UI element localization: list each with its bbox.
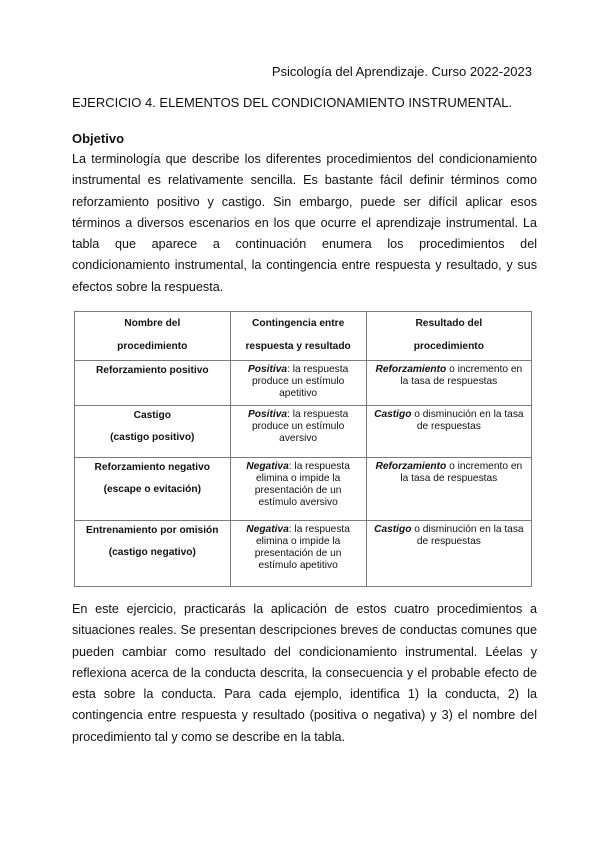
- contingency-cell: [230, 406, 366, 458]
- header-contingency: [230, 312, 366, 361]
- course-header: Psicología del Aprendizaje. Curso 2022-2023: [271, 64, 532, 79]
- header-procedure-name: [75, 312, 231, 361]
- result-cell: [366, 406, 531, 458]
- procedure-subname: (castigo positivo): [110, 432, 195, 443]
- table-row: [75, 521, 532, 587]
- procedure-subname: (castigo negativo): [108, 547, 196, 558]
- procedure-name: Castigo: [133, 410, 171, 421]
- result-text: o incremento en la tasa de respuestas: [400, 461, 523, 484]
- result-cell: [366, 458, 531, 521]
- header-text: respuesta y resultado: [245, 341, 351, 352]
- exercise-title: EJERCICIO 4. ELEMENTOS DEL CONDICIONAMIENTO INSTRUMENTAL.: [72, 95, 513, 110]
- procedure-name-cell: [75, 406, 231, 458]
- contingency-type: Positiva: [248, 409, 288, 420]
- result-type: Reforzamiento: [375, 461, 447, 472]
- result-type: Castigo: [374, 524, 412, 535]
- procedure-name-cell: [75, 361, 231, 406]
- header-text: procedimiento: [413, 341, 484, 352]
- contingency-cell: [230, 361, 366, 406]
- result-cell: [366, 521, 531, 587]
- contingency-text: : la respuesta elimina o impide la presentación de un estímulo apetitivo: [254, 524, 350, 571]
- procedure-name: Reforzamiento positivo: [95, 365, 209, 376]
- contingency-type: Negativa: [246, 524, 289, 535]
- procedure-name: Entrenamiento por omisión: [86, 525, 219, 536]
- result-text: o disminución en la tasa de respuestas: [411, 524, 524, 547]
- result-text: o disminución en la tasa de respuestas: [411, 409, 524, 432]
- contingency-type: Positiva: [248, 364, 288, 375]
- objective-paragraph: La terminología que describe los diferentes procedimientos del condicionamiento instrumental es relativamente sencilla. Es bastante fácil definir términos como reforzamiento positivo y castigo. Sin embargo, puede ser difícil aplicar esos términos a diversos escenarios en los que ocurre el aprendizaje instrumental. La tabla que aparece a continuación enumera los procedimientos del condicionamiento instrumental, la contingencia entre respuesta y resultado, y sus efectos sobre la respuesta.: [72, 152, 537, 294]
- contingency-text: : la respuesta produce un estímulo apetitivo: [251, 364, 349, 399]
- contingency-cell: [230, 458, 366, 521]
- header-text: Nombre del: [124, 318, 181, 329]
- exercise-paragraph: En este ejercicio, practicarás la aplicación de estos cuatro procedimientos a situaciones reales. Se presentan descripciones breves de conductas comunes que pueden cambiar como resultado del condicionamiento instrumental. Léelas y reflexiona acerca de la conducta descrita, la consecuencia y el probable efecto de esta sobre la conducta. Para cada ejemplo, identifica 1) la conducta, 2) la contingencia entre respuesta y resultado (positiva o negativa) y 3) el nombre del procedimiento tal y como se describe en la tabla.: [72, 602, 537, 744]
- contingency-cell: [230, 521, 366, 587]
- contingency-text: : la respuesta elimina o impide la presentación de un estímulo aversivo: [254, 461, 350, 508]
- table-row: [75, 361, 532, 406]
- objective-heading: Objetivo: [72, 131, 125, 146]
- contingency-type: Negativa: [246, 461, 289, 472]
- procedures-table: [74, 311, 532, 587]
- table-row: [75, 406, 532, 458]
- procedure-name-cell: [75, 458, 231, 521]
- result-type: Reforzamiento: [375, 364, 447, 375]
- result-cell: [366, 361, 531, 406]
- table-row: [75, 458, 532, 521]
- result-type: Castigo: [374, 409, 412, 420]
- header-text: Resultado del: [415, 318, 483, 329]
- header-text: procedimiento: [117, 341, 188, 352]
- contingency-text: : la respuesta produce un estímulo aversivo: [251, 409, 349, 444]
- procedure-name: Reforzamiento negativo: [94, 462, 211, 473]
- procedure-name-cell: [75, 521, 231, 587]
- procedure-subname: (escape o evitación): [103, 484, 201, 495]
- header-text: Contingencia entre: [251, 318, 345, 329]
- header-result: [366, 312, 531, 361]
- result-text: o incremento en la tasa de respuestas: [400, 364, 523, 387]
- table-header-row: [75, 312, 532, 361]
